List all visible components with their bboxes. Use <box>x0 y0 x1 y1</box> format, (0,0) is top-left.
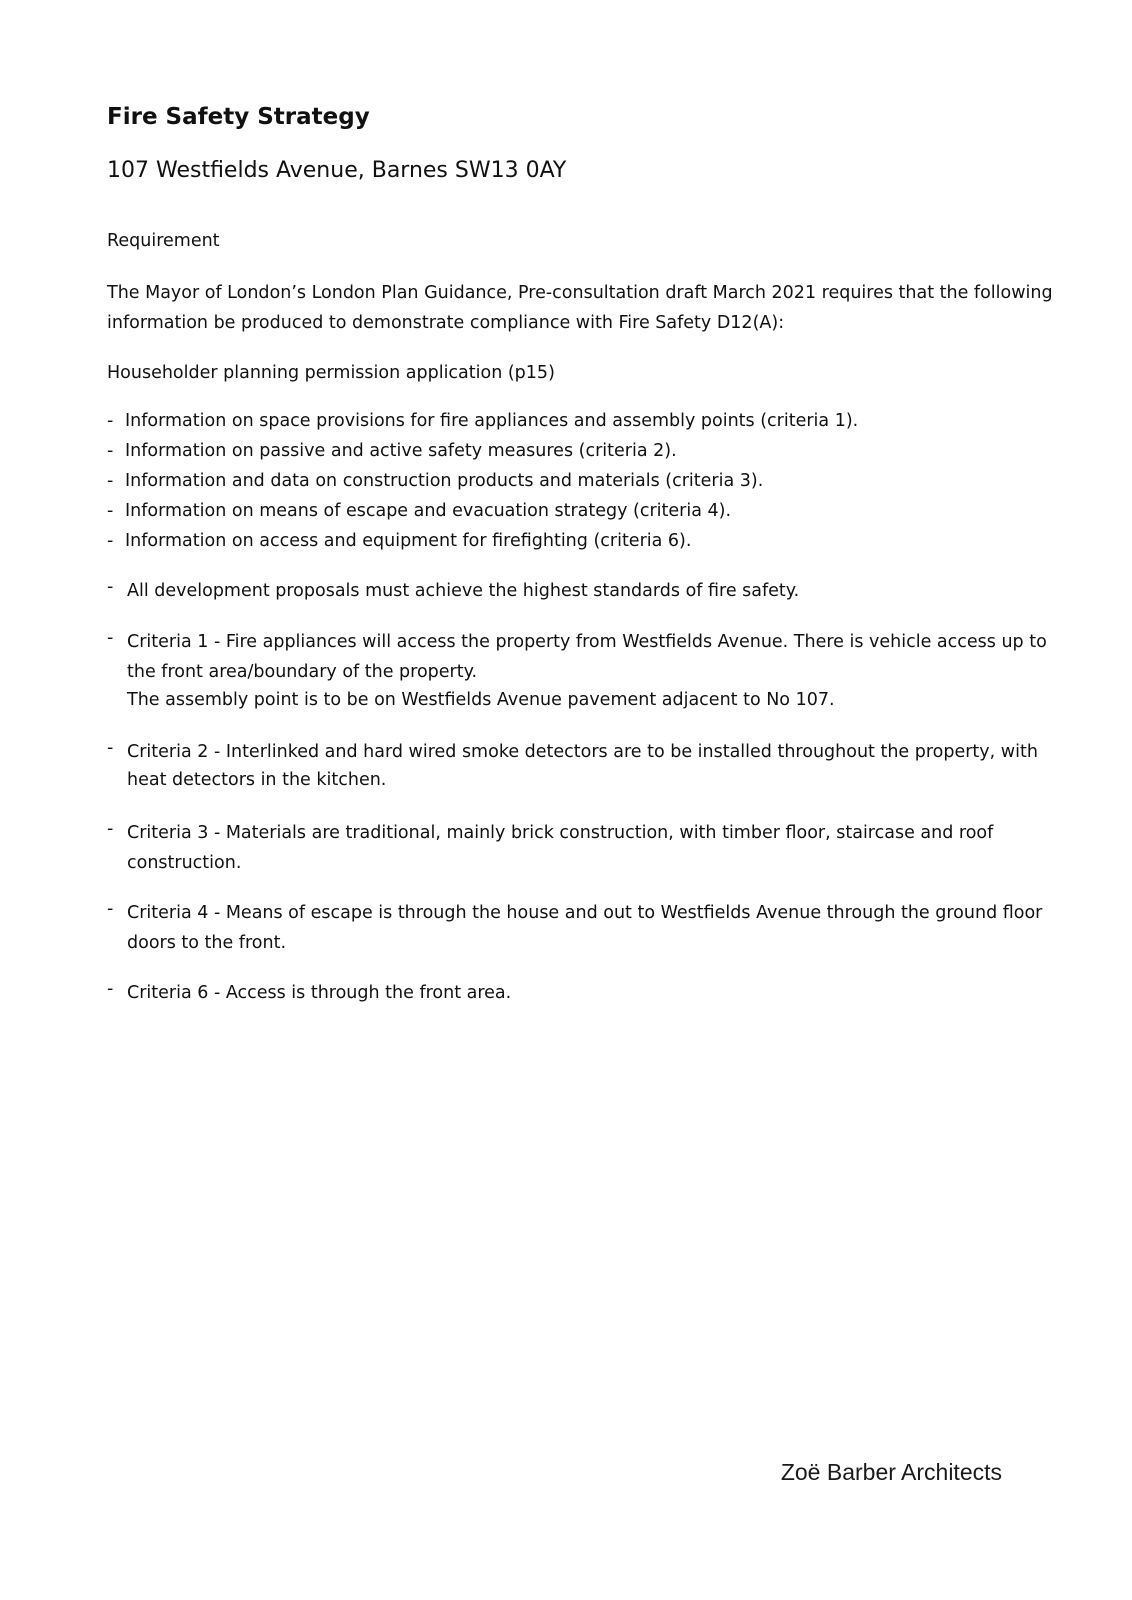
criteria-line: heat detectors in the kitchen. <box>127 770 387 790</box>
list-item-text: Information on access and equipment for firefighting (criteria 6). <box>125 531 692 551</box>
intro-paragraph <box>107 278 1053 338</box>
criteria-text <box>127 737 1038 795</box>
criteria-text <box>127 627 1047 715</box>
criteria-line: construction. <box>127 853 242 873</box>
criteria-line: doors to the front. <box>127 933 287 953</box>
criteria-line: Criteria 4 - Means of escape is through the house and out to Westfields Avenue through the ground floor <box>127 903 1043 923</box>
requirement-heading: Requirement <box>107 231 220 251</box>
criteria-text <box>127 978 511 1008</box>
list-item <box>107 496 858 526</box>
list-item <box>107 466 858 496</box>
intro-line: The Mayor of London’s London Plan Guidance, Pre-consultation draft March 2021 requires that the following <box>107 283 1053 303</box>
criteria-line: All development proposals must achieve the highest standards of fire safety. <box>127 581 800 601</box>
list-item-text: Information on space provisions for fire appliances and assembly points (criteria 1). <box>125 411 859 431</box>
bullet-dash: - <box>107 819 114 839</box>
architect-footer: Zoë Barber Architects <box>780 1459 1002 1485</box>
criteria-line: Criteria 2 - Interlinked and hard wired smoke detectors are to be installed throughout the property, with <box>127 742 1038 762</box>
application-heading: Householder planning permission application (p15) <box>107 363 555 383</box>
bullet-dash: - <box>107 471 114 491</box>
criteria-text <box>127 898 1042 958</box>
site-address: 107 Westfields Avenue, Barnes SW13 0AY <box>107 158 567 183</box>
bullet-dash: - <box>107 899 114 919</box>
info-list <box>107 406 858 556</box>
criteria-line: The assembly point is to be on Westfields Avenue pavement adjacent to No 107. <box>127 690 835 710</box>
bullet-dash: - <box>107 501 114 521</box>
criteria-text <box>127 818 993 878</box>
criteria-line: Criteria 6 - Access is through the front area. <box>127 983 512 1003</box>
bullet-dash: - <box>107 441 114 461</box>
list-item <box>107 406 858 436</box>
criteria-line: the front area/boundary of the property. <box>127 662 478 682</box>
bullet-dash: - <box>107 628 114 648</box>
document-title: Fire Safety Strategy <box>107 104 370 130</box>
list-item-text: Information and data on construction products and materials (criteria 3). <box>125 471 764 491</box>
criteria-text <box>127 576 799 606</box>
list-item-text: Information on means of escape and evacuation strategy (criteria 4). <box>125 501 732 521</box>
bullet-dash: - <box>107 738 114 758</box>
criteria-line: Criteria 3 - Materials are traditional, mainly brick construction, with timber floor, staircase and roof <box>127 823 994 843</box>
bullet-dash: - <box>107 979 114 999</box>
list-item <box>107 436 858 466</box>
bullet-dash: - <box>107 577 114 597</box>
criteria-line: Criteria 1 - Fire appliances will access the property from Westfields Avenue. There is vehicle access up to <box>127 632 1047 652</box>
list-item <box>107 526 858 556</box>
intro-line: information be produced to demonstrate compliance with Fire Safety D12(A): <box>107 313 785 333</box>
list-item-text: Information on passive and active safety measures (criteria 2). <box>125 441 677 461</box>
bullet-dash: - <box>107 411 114 431</box>
bullet-dash: - <box>107 531 114 551</box>
